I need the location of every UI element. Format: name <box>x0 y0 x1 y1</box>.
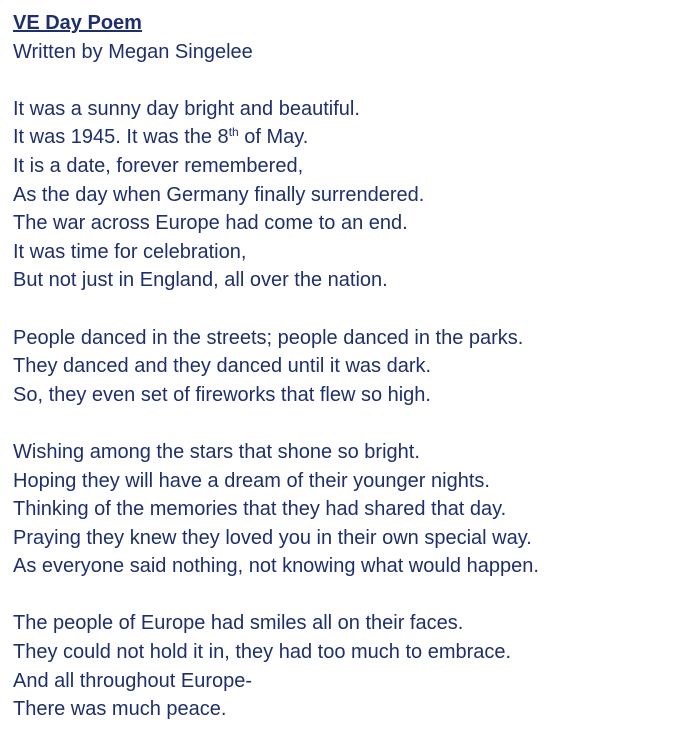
poem-line: As the day when Germany finally surrendered. <box>13 183 425 206</box>
stanza-spacer <box>13 581 683 610</box>
poem-line: The war across Europe had come to an end. <box>13 212 408 235</box>
poem-line: It is a date, forever remembered, <box>13 154 304 177</box>
stanza-2 <box>13 324 683 410</box>
poem-title: VE Day Poem <box>13 12 142 34</box>
poem-line: The people of Europe had smiles all on their faces. <box>13 612 464 635</box>
stanza-spacer <box>13 295 683 324</box>
poem-line: But not just in England, all over the nation. <box>13 269 388 292</box>
poem-document <box>13 9 683 724</box>
poem-line-date-post: of May. <box>238 126 309 149</box>
poem-line-date <box>13 123 683 152</box>
poem-line: So, they even set of fireworks that flew so high. <box>13 383 431 406</box>
stanza-4 <box>13 609 683 723</box>
stanza-3 <box>13 438 683 581</box>
poem-line: They danced and they danced until it was dark. <box>13 355 432 378</box>
poem-line: And all throughout Europe- <box>13 669 253 692</box>
stanza-spacer <box>13 66 683 95</box>
poem-line: It was time for celebration, <box>13 240 247 263</box>
stanza-1 <box>13 95 683 295</box>
poem-line: There was much peace. <box>13 698 227 721</box>
poem-line: Praying they knew they loved you in their own special way. <box>13 526 532 549</box>
poem-line: It was a sunny day bright and beautiful. <box>13 97 360 120</box>
poem-line: As everyone said nothing, not knowing what would happen. <box>13 555 539 578</box>
poem-line: People danced in the streets; people danced in the parks. <box>13 326 524 349</box>
poem-line: Hoping they will have a dream of their younger nights. <box>13 469 490 492</box>
poem-line: Wishing among the stars that shone so bright. <box>13 440 420 463</box>
poem-byline: Written by Megan Singelee <box>13 40 253 63</box>
poem-line: They could not hold it in, they had too much to embrace. <box>13 641 512 664</box>
ordinal-suffix: th <box>228 125 239 140</box>
stanza-spacer <box>13 409 683 438</box>
poem-line-date-pre: It was 1945. It was the 8 <box>13 126 229 149</box>
poem-line: Thinking of the memories that they had shared that day. <box>13 498 507 521</box>
